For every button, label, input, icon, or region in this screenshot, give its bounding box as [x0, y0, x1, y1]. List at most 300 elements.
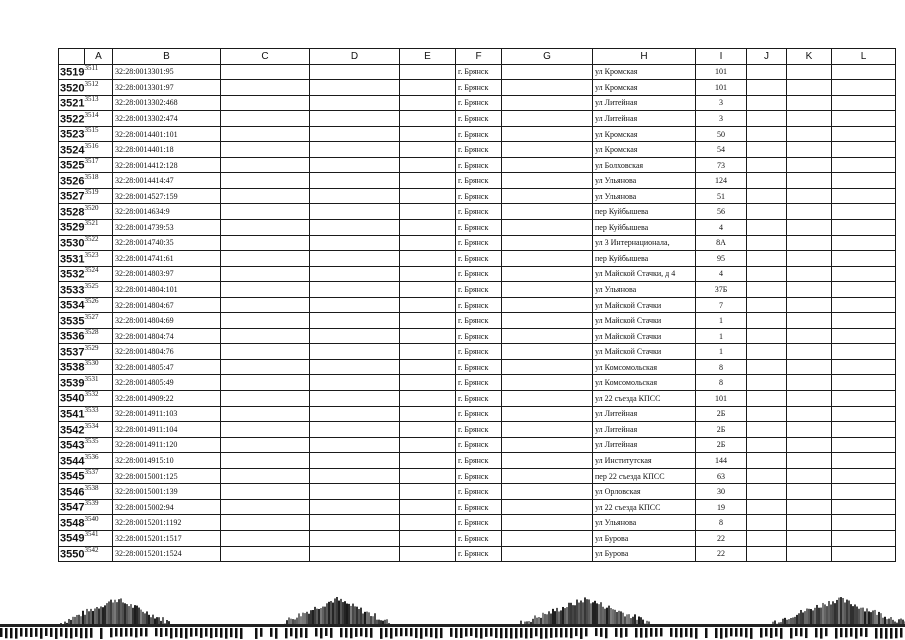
cell-e[interactable] — [400, 64, 456, 80]
cell-g[interactable] — [502, 142, 593, 158]
cell-k[interactable] — [787, 375, 832, 391]
cell-j[interactable] — [747, 111, 787, 127]
cell-h[interactable]: ул Бурова — [593, 530, 696, 546]
cell-l[interactable] — [832, 235, 896, 251]
cell-c[interactable] — [221, 157, 310, 173]
cell-d[interactable] — [310, 142, 400, 158]
cell-k[interactable] — [787, 546, 832, 562]
cell-d[interactable] — [310, 220, 400, 236]
cell-c[interactable] — [221, 297, 310, 313]
column-header-d[interactable]: D — [310, 49, 400, 65]
row-number-cell[interactable] — [59, 484, 113, 500]
cell-k[interactable] — [787, 142, 832, 158]
cell-i[interactable]: 95 — [696, 251, 747, 267]
cell-j[interactable] — [747, 499, 787, 515]
cell-l[interactable] — [832, 328, 896, 344]
cell-e[interactable] — [400, 235, 456, 251]
cell-i[interactable]: 1 — [696, 328, 747, 344]
cell-d[interactable] — [310, 297, 400, 313]
cell-i[interactable]: 124 — [696, 173, 747, 189]
cell-e[interactable] — [400, 282, 456, 298]
cell-l[interactable] — [832, 266, 896, 282]
row-number-cell[interactable] — [59, 437, 113, 453]
cell-g[interactable] — [502, 297, 593, 313]
cell-b[interactable]: 32:28:0014915:10 — [113, 453, 221, 469]
cell-g[interactable] — [502, 406, 593, 422]
cell-f[interactable]: г. Брянск — [456, 251, 502, 267]
cell-i[interactable]: 1 — [696, 313, 747, 329]
cell-h[interactable]: пер 22 съезда КПСС — [593, 468, 696, 484]
cell-i[interactable]: 73 — [696, 157, 747, 173]
cell-d[interactable] — [310, 173, 400, 189]
cell-c[interactable] — [221, 313, 310, 329]
column-header-i[interactable]: I — [696, 49, 747, 65]
cell-c[interactable] — [221, 359, 310, 375]
cell-k[interactable] — [787, 204, 832, 220]
cell-e[interactable] — [400, 80, 456, 96]
cell-c[interactable] — [221, 422, 310, 438]
cell-e[interactable] — [400, 344, 456, 360]
cell-l[interactable] — [832, 173, 896, 189]
cell-c[interactable] — [221, 266, 310, 282]
cell-i[interactable]: 8 — [696, 359, 747, 375]
row-number-cell[interactable] — [59, 422, 113, 438]
column-header-c[interactable]: C — [221, 49, 310, 65]
cell-c[interactable] — [221, 375, 310, 391]
cell-g[interactable] — [502, 80, 593, 96]
cell-l[interactable] — [832, 437, 896, 453]
cell-l[interactable] — [832, 282, 896, 298]
cell-b[interactable]: 32:28:0015201:1524 — [113, 546, 221, 562]
cell-j[interactable] — [747, 453, 787, 469]
row-number-cell[interactable] — [59, 375, 113, 391]
cell-k[interactable] — [787, 484, 832, 500]
cell-f[interactable]: г. Брянск — [456, 266, 502, 282]
cell-e[interactable] — [400, 142, 456, 158]
cell-j[interactable] — [747, 126, 787, 142]
row-number-cell[interactable] — [59, 282, 113, 298]
column-header-j[interactable]: J — [747, 49, 787, 65]
cell-c[interactable] — [221, 251, 310, 267]
cell-l[interactable] — [832, 546, 896, 562]
cell-d[interactable] — [310, 95, 400, 111]
cell-e[interactable] — [400, 220, 456, 236]
row-number-cell[interactable] — [59, 173, 113, 189]
cell-e[interactable] — [400, 359, 456, 375]
cell-d[interactable] — [310, 266, 400, 282]
cell-i[interactable]: 3 — [696, 111, 747, 127]
cell-c[interactable] — [221, 453, 310, 469]
cell-e[interactable] — [400, 204, 456, 220]
cell-i[interactable]: 101 — [696, 64, 747, 80]
cell-e[interactable] — [400, 499, 456, 515]
cell-k[interactable] — [787, 530, 832, 546]
cell-k[interactable] — [787, 515, 832, 531]
cell-e[interactable] — [400, 188, 456, 204]
cell-i[interactable]: 50 — [696, 126, 747, 142]
cell-d[interactable] — [310, 328, 400, 344]
cell-e[interactable] — [400, 422, 456, 438]
cell-j[interactable] — [747, 251, 787, 267]
cell-h[interactable]: ул Майской Стачки — [593, 313, 696, 329]
cell-i[interactable]: 56 — [696, 204, 747, 220]
cell-l[interactable] — [832, 95, 896, 111]
cell-h[interactable]: ул Литейная — [593, 406, 696, 422]
cell-l[interactable] — [832, 188, 896, 204]
cell-j[interactable] — [747, 157, 787, 173]
cell-g[interactable] — [502, 188, 593, 204]
cell-b[interactable]: 32:28:0014804:74 — [113, 328, 221, 344]
cell-b[interactable]: 32:28:0014804:67 — [113, 297, 221, 313]
cell-f[interactable]: г. Брянск — [456, 235, 502, 251]
cell-e[interactable] — [400, 157, 456, 173]
cell-c[interactable] — [221, 437, 310, 453]
cell-g[interactable] — [502, 266, 593, 282]
cell-j[interactable] — [747, 173, 787, 189]
cell-f[interactable]: г. Брянск — [456, 344, 502, 360]
cell-i[interactable]: 3 — [696, 95, 747, 111]
cell-h[interactable]: ул Кромская — [593, 80, 696, 96]
cell-c[interactable] — [221, 64, 310, 80]
cell-g[interactable] — [502, 344, 593, 360]
cell-g[interactable] — [502, 359, 593, 375]
cell-d[interactable] — [310, 499, 400, 515]
cell-f[interactable]: г. Брянск — [456, 499, 502, 515]
column-header-l[interactable]: L — [832, 49, 896, 65]
cell-i[interactable]: 101 — [696, 391, 747, 407]
row-number-cell[interactable] — [59, 142, 113, 158]
cell-b[interactable]: 32:28:0014805:49 — [113, 375, 221, 391]
cell-b[interactable]: 32:28:0014634:9 — [113, 204, 221, 220]
cell-j[interactable] — [747, 95, 787, 111]
cell-h[interactable]: ул Комсомольская — [593, 359, 696, 375]
cell-j[interactable] — [747, 297, 787, 313]
cell-b[interactable]: 32:28:0014401:18 — [113, 142, 221, 158]
cell-b[interactable]: 32:28:0015201:1517 — [113, 530, 221, 546]
cell-h[interactable]: пер Куйбышева — [593, 220, 696, 236]
cell-k[interactable] — [787, 111, 832, 127]
cell-f[interactable]: г. Брянск — [456, 297, 502, 313]
cell-b[interactable]: 32:28:0014739:53 — [113, 220, 221, 236]
cell-l[interactable] — [832, 468, 896, 484]
cell-h[interactable]: ул Институтская — [593, 453, 696, 469]
cell-l[interactable] — [832, 422, 896, 438]
cell-i[interactable]: 51 — [696, 188, 747, 204]
cell-k[interactable] — [787, 313, 832, 329]
cell-h[interactable]: ул Бурова — [593, 546, 696, 562]
cell-k[interactable] — [787, 173, 832, 189]
cell-i[interactable]: 4 — [696, 266, 747, 282]
cell-h[interactable]: ул 3 Интернационала, — [593, 235, 696, 251]
cell-f[interactable]: г. Брянск — [456, 173, 502, 189]
cell-j[interactable] — [747, 391, 787, 407]
cell-c[interactable] — [221, 546, 310, 562]
cell-g[interactable] — [502, 422, 593, 438]
cell-i[interactable]: 8 — [696, 375, 747, 391]
cell-i[interactable]: 2Б — [696, 422, 747, 438]
cell-k[interactable] — [787, 499, 832, 515]
cell-l[interactable] — [832, 484, 896, 500]
cell-f[interactable]: г. Брянск — [456, 437, 502, 453]
cell-h[interactable]: ул Ульянова — [593, 282, 696, 298]
cell-k[interactable] — [787, 220, 832, 236]
cell-h[interactable]: ул Майской Стачки — [593, 344, 696, 360]
cell-j[interactable] — [747, 313, 787, 329]
cell-l[interactable] — [832, 204, 896, 220]
row-number-cell[interactable] — [59, 391, 113, 407]
cell-d[interactable] — [310, 235, 400, 251]
cell-b[interactable]: 32:28:0013301:95 — [113, 64, 221, 80]
cell-f[interactable]: г. Брянск — [456, 220, 502, 236]
row-number-cell[interactable] — [59, 251, 113, 267]
cell-j[interactable] — [747, 406, 787, 422]
cell-b[interactable]: 32:28:0013301:97 — [113, 80, 221, 96]
cell-i[interactable]: 30 — [696, 484, 747, 500]
cell-h[interactable]: ул Майской Стачки — [593, 297, 696, 313]
cell-c[interactable] — [221, 204, 310, 220]
cell-b[interactable]: 32:28:0014414:47 — [113, 173, 221, 189]
cell-h[interactable]: пер Куйбышева — [593, 251, 696, 267]
cell-h[interactable]: ул Орловская — [593, 484, 696, 500]
cell-e[interactable] — [400, 391, 456, 407]
cell-d[interactable] — [310, 391, 400, 407]
cell-d[interactable] — [310, 422, 400, 438]
cell-f[interactable]: г. Брянск — [456, 453, 502, 469]
cell-f[interactable]: г. Брянск — [456, 64, 502, 80]
cell-h[interactable]: ул Майской Стачки — [593, 328, 696, 344]
cell-d[interactable] — [310, 313, 400, 329]
cell-i[interactable]: 7 — [696, 297, 747, 313]
cell-c[interactable] — [221, 142, 310, 158]
cell-j[interactable] — [747, 80, 787, 96]
row-number-cell[interactable] — [59, 126, 113, 142]
cell-e[interactable] — [400, 126, 456, 142]
cell-l[interactable] — [832, 64, 896, 80]
cell-c[interactable] — [221, 173, 310, 189]
cell-i[interactable]: 37Б — [696, 282, 747, 298]
cell-j[interactable] — [747, 515, 787, 531]
cell-l[interactable] — [832, 359, 896, 375]
row-number-cell[interactable] — [59, 499, 113, 515]
row-number-cell[interactable] — [59, 220, 113, 236]
cell-f[interactable]: г. Брянск — [456, 188, 502, 204]
column-header-b[interactable]: B — [113, 49, 221, 65]
cell-d[interactable] — [310, 188, 400, 204]
cell-k[interactable] — [787, 95, 832, 111]
cell-j[interactable] — [747, 468, 787, 484]
cell-h[interactable]: ул Литейная — [593, 95, 696, 111]
row-number-cell[interactable] — [59, 406, 113, 422]
cell-j[interactable] — [747, 188, 787, 204]
cell-l[interactable] — [832, 391, 896, 407]
cell-l[interactable] — [832, 453, 896, 469]
row-number-cell[interactable] — [59, 188, 113, 204]
cell-e[interactable] — [400, 111, 456, 127]
cell-d[interactable] — [310, 375, 400, 391]
cell-k[interactable] — [787, 468, 832, 484]
cell-i[interactable]: 54 — [696, 142, 747, 158]
cell-i[interactable]: 22 — [696, 530, 747, 546]
cell-k[interactable] — [787, 251, 832, 267]
cell-b[interactable]: 32:28:0014805:47 — [113, 359, 221, 375]
cell-d[interactable] — [310, 359, 400, 375]
cell-k[interactable] — [787, 235, 832, 251]
cell-i[interactable]: 1 — [696, 344, 747, 360]
cell-k[interactable] — [787, 282, 832, 298]
cell-g[interactable] — [502, 437, 593, 453]
cell-d[interactable] — [310, 484, 400, 500]
cell-f[interactable]: г. Брянск — [456, 95, 502, 111]
cell-g[interactable] — [502, 282, 593, 298]
row-number-cell[interactable] — [59, 515, 113, 531]
cell-e[interactable] — [400, 530, 456, 546]
cell-i[interactable]: 144 — [696, 453, 747, 469]
cell-h[interactable]: ул 22 съезда КПСС — [593, 499, 696, 515]
cell-k[interactable] — [787, 453, 832, 469]
cell-i[interactable]: 101 — [696, 80, 747, 96]
cell-f[interactable]: г. Брянск — [456, 359, 502, 375]
cell-l[interactable] — [832, 126, 896, 142]
cell-c[interactable] — [221, 126, 310, 142]
cell-l[interactable] — [832, 375, 896, 391]
cell-k[interactable] — [787, 157, 832, 173]
cell-d[interactable] — [310, 126, 400, 142]
row-number-cell[interactable] — [59, 546, 113, 562]
cell-i[interactable]: 63 — [696, 468, 747, 484]
cell-d[interactable] — [310, 468, 400, 484]
cell-j[interactable] — [747, 266, 787, 282]
cell-l[interactable] — [832, 220, 896, 236]
cell-j[interactable] — [747, 220, 787, 236]
cell-f[interactable]: г. Брянск — [456, 204, 502, 220]
cell-c[interactable] — [221, 235, 310, 251]
cell-g[interactable] — [502, 468, 593, 484]
cell-e[interactable] — [400, 328, 456, 344]
cell-h[interactable]: ул 22 съезда КПСС — [593, 391, 696, 407]
cell-f[interactable]: г. Брянск — [456, 282, 502, 298]
cell-k[interactable] — [787, 297, 832, 313]
column-header-a[interactable]: A — [85, 49, 113, 65]
cell-j[interactable] — [747, 359, 787, 375]
cell-b[interactable]: 32:28:0013302:474 — [113, 111, 221, 127]
cell-f[interactable]: г. Брянск — [456, 422, 502, 438]
row-number-cell[interactable] — [59, 313, 113, 329]
cell-i[interactable]: 2Б — [696, 406, 747, 422]
cell-d[interactable] — [310, 157, 400, 173]
cell-g[interactable] — [502, 173, 593, 189]
column-header-e[interactable]: E — [400, 49, 456, 65]
cell-k[interactable] — [787, 126, 832, 142]
row-number-cell[interactable] — [59, 95, 113, 111]
cell-f[interactable]: г. Брянск — [456, 375, 502, 391]
cell-c[interactable] — [221, 80, 310, 96]
cell-f[interactable]: г. Брянск — [456, 111, 502, 127]
row-number-cell[interactable] — [59, 453, 113, 469]
row-number-cell[interactable] — [59, 266, 113, 282]
cell-f[interactable]: г. Брянск — [456, 142, 502, 158]
cell-d[interactable] — [310, 546, 400, 562]
cell-l[interactable] — [832, 111, 896, 127]
row-number-cell[interactable] — [59, 359, 113, 375]
row-number-cell[interactable] — [59, 530, 113, 546]
cell-h[interactable]: ул Литейная — [593, 111, 696, 127]
cell-d[interactable] — [310, 344, 400, 360]
cell-e[interactable] — [400, 173, 456, 189]
cell-l[interactable] — [832, 251, 896, 267]
cell-l[interactable] — [832, 142, 896, 158]
cell-f[interactable]: г. Брянск — [456, 126, 502, 142]
row-number-cell[interactable] — [59, 64, 113, 80]
column-header-g[interactable]: G — [502, 49, 593, 65]
cell-b[interactable]: 32:28:0014804:69 — [113, 313, 221, 329]
cell-g[interactable] — [502, 111, 593, 127]
cell-f[interactable]: г. Брянск — [456, 391, 502, 407]
cell-d[interactable] — [310, 453, 400, 469]
cell-b[interactable]: 32:28:0015201:1192 — [113, 515, 221, 531]
cell-g[interactable] — [502, 204, 593, 220]
cell-c[interactable] — [221, 499, 310, 515]
cell-k[interactable] — [787, 422, 832, 438]
cell-k[interactable] — [787, 406, 832, 422]
cell-b[interactable]: 32:28:0014412:128 — [113, 157, 221, 173]
cell-e[interactable] — [400, 437, 456, 453]
cell-c[interactable] — [221, 515, 310, 531]
row-number-cell[interactable] — [59, 204, 113, 220]
cell-l[interactable] — [832, 313, 896, 329]
cell-k[interactable] — [787, 391, 832, 407]
cell-b[interactable]: 32:28:0014911:120 — [113, 437, 221, 453]
row-number-cell[interactable] — [59, 344, 113, 360]
row-number-cell[interactable] — [59, 111, 113, 127]
cell-c[interactable] — [221, 484, 310, 500]
cell-d[interactable] — [310, 530, 400, 546]
cell-h[interactable]: ул Кромская — [593, 126, 696, 142]
cell-k[interactable] — [787, 188, 832, 204]
cell-i[interactable]: 4 — [696, 220, 747, 236]
cell-b[interactable]: 32:28:0014804:101 — [113, 282, 221, 298]
cell-h[interactable]: ул Комсомольская — [593, 375, 696, 391]
cell-i[interactable]: 2Б — [696, 437, 747, 453]
cell-b[interactable]: 32:28:0015001:125 — [113, 468, 221, 484]
cell-c[interactable] — [221, 530, 310, 546]
cell-k[interactable] — [787, 344, 832, 360]
cell-d[interactable] — [310, 282, 400, 298]
cell-i[interactable]: 8А — [696, 235, 747, 251]
cell-b[interactable]: 32:28:0013302:468 — [113, 95, 221, 111]
cell-c[interactable] — [221, 328, 310, 344]
cell-b[interactable]: 32:28:0014911:104 — [113, 422, 221, 438]
cell-d[interactable] — [310, 80, 400, 96]
cell-h[interactable]: ул Кромская — [593, 64, 696, 80]
cell-k[interactable] — [787, 359, 832, 375]
cell-h[interactable]: ул Болховская — [593, 157, 696, 173]
cell-b[interactable]: 32:28:0014909:22 — [113, 391, 221, 407]
cell-l[interactable] — [832, 530, 896, 546]
cell-e[interactable] — [400, 297, 456, 313]
cell-c[interactable] — [221, 111, 310, 127]
cell-e[interactable] — [400, 375, 456, 391]
cell-c[interactable] — [221, 282, 310, 298]
cell-l[interactable] — [832, 499, 896, 515]
cell-b[interactable]: 32:28:0014803:97 — [113, 266, 221, 282]
cell-h[interactable]: ул Литейная — [593, 437, 696, 453]
cell-k[interactable] — [787, 437, 832, 453]
column-header-k[interactable]: K — [787, 49, 832, 65]
cell-g[interactable] — [502, 95, 593, 111]
cell-d[interactable] — [310, 64, 400, 80]
cell-k[interactable] — [787, 328, 832, 344]
cell-j[interactable] — [747, 422, 787, 438]
